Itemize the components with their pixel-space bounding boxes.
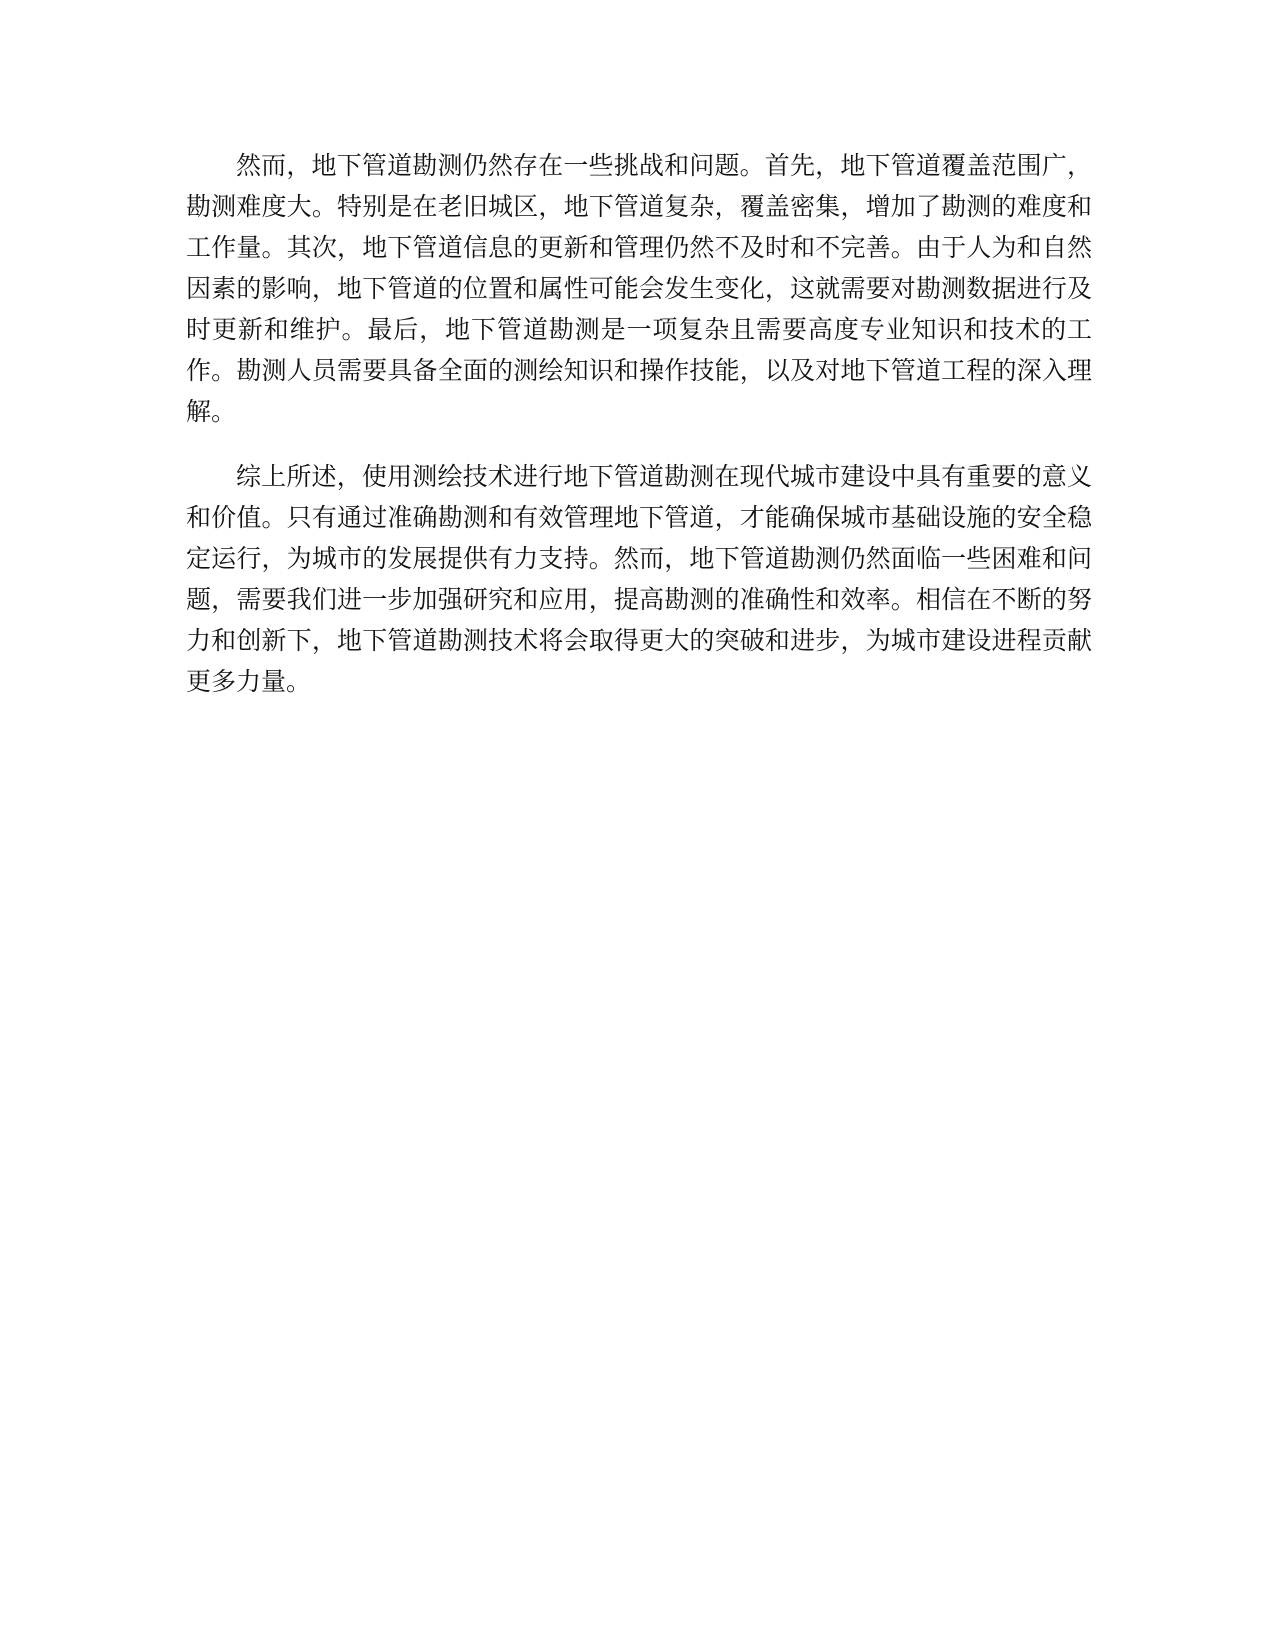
paragraph-conclusion: 综上所述，使用测绘技术进行地下管道勘测在现代城市建设中具有重要的意义和价值。只有通过准确勘测和有效管理地下管道，才能确保城市基础设施的安全稳定运行，为城市的发展提供有力支持。然而，地下管道勘测仍然面临一些困难和问题，需要我们进一步加强研究和应用，提高勘测的准确性和效率。相信在不断的努力和创新下，地下管道勘测技术将会取得更大的突破和进步，为城市建设进程贡献更多力量。 xyxy=(186,462,1092,696)
paragraph-challenges: 然而，地下管道勘测仍然存在一些挑战和问题。首先，地下管道覆盖范围广，勘测难度大。特别是在老旧城区，地下管道复杂，覆盖密集，增加了勘测的难度和工作量。其次，地下管道信息的更新和管理仍然不及时和不完善。由于人为和自然因素的影响，地下管道的位置和属性可能会发生变化，这就需要对勘测数据进行及时更新和维护。最后，地下管道勘测是一项复杂且需要高度专业知识和技术的工作。勘测人员需要具备全面的测绘知识和操作技能，以及对地下管道工程的深入理解。 xyxy=(186,151,1092,426)
document-body xyxy=(186,145,1092,726)
